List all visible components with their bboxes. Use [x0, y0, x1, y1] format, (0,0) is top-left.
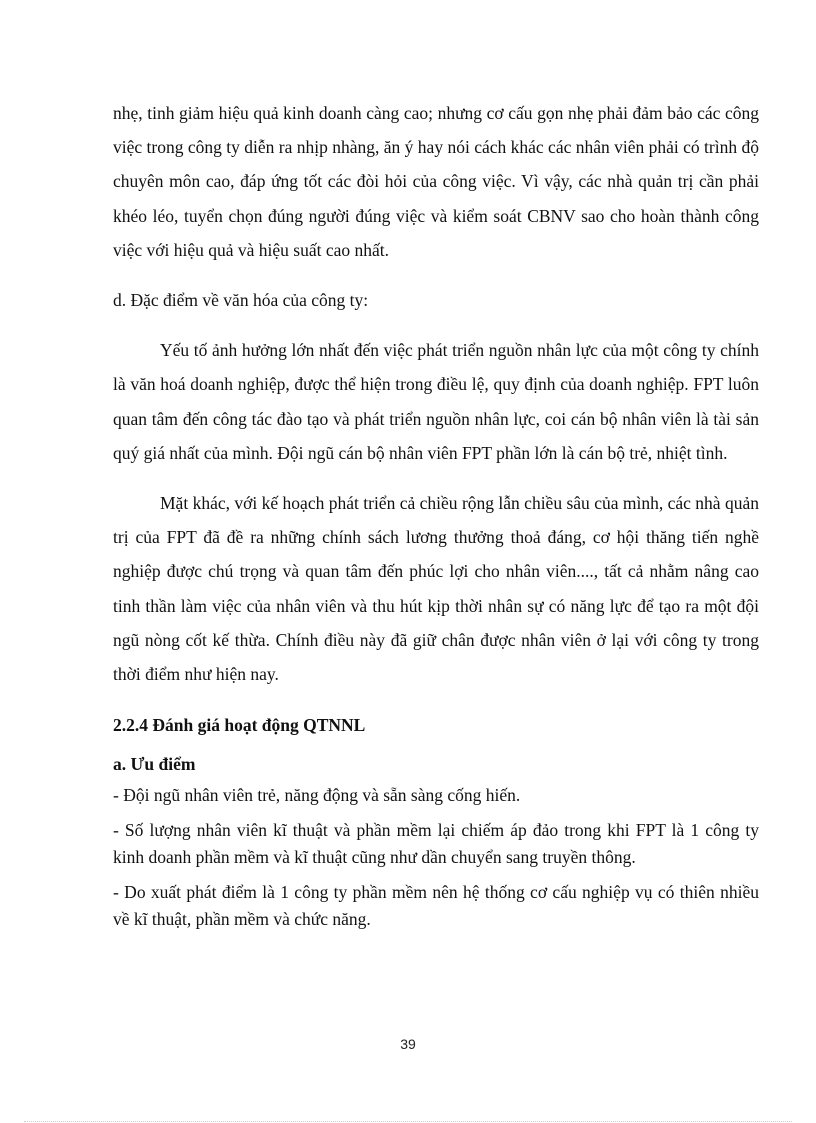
bullet-item: - Số lượng nhân viên kĩ thuật và phần mềm lại chiếm áp đảo trong khi FPT là 1 công ty kinh doanh phần mềm và kĩ thuật cũng như dần chuyển sang truyền thông.	[113, 820, 759, 868]
paragraph-culture: Yếu tố ảnh hưởng lớn nhất đến việc phát triển nguồn nhân lực của một công ty chính là văn hoá doanh nghiệp, được thể hiện trong điều lệ, quy định của doanh nghiệp. FPT luôn quan tâm đến công tác đào tạo và phát triển nguồn nhân lực, coi cán bộ nhân viên là tài sản quý giá nhất của mình. Đội ngũ cán bộ nhân viên FPT phần lớn là cán bộ trẻ, nhiệt tình.	[113, 340, 759, 463]
bullet-item: - Do xuất phát điểm là 1 công ty phần mềm nên hệ thống cơ cấu nghiệp vụ có thiên nhiều về kĩ thuật, phần mềm và chức năng.	[113, 882, 759, 930]
section-subheading-advantages: a. Ưu điểm	[113, 754, 196, 775]
page-content	[113, 96, 759, 933]
section-heading: 2.2.4 Đánh giá hoạt động QTNNL	[113, 715, 366, 736]
subheading-culture: d. Đặc điểm về văn hóa của công ty:	[113, 290, 369, 311]
bullet-item: - Đội ngũ nhân viên trẻ, năng động và sẵn sàng cống hiến.	[113, 785, 521, 806]
page-bottom-divider	[24, 1121, 792, 1122]
paragraph-policies: Mặt khác, với kế hoạch phát triển cả chiều rộng lẫn chiều sâu của mình, các nhà quản trị của FPT đã đề ra những chính sách lương thưởng thoả đáng, cơ hội thăng tiến nghề nghiệp được chú trọng và quan tâm đến phúc lợi cho nhân viên...., tất cả nhằm nâng cao tinh thần làm việc của nhân viên và thu hút kịp thời nhân sự có năng lực để tạo ra một đội ngũ nòng cốt kế thừa. Chính điều này đã giữ chân được nhân viên ở lại với công ty trong thời điểm như hiện nay.	[113, 493, 759, 685]
page-number: 39	[400, 1036, 416, 1052]
paragraph-structure-continuation: nhẹ, tinh giảm hiệu quả kinh doanh càng cao; nhưng cơ cấu gọn nhẹ phải đảm bảo các công việc trong công ty diễn ra nhịp nhàng, ăn ý hay nói cách khác các nhân viên phải có trình độ chuyên môn cao, đáp ứng tốt các đòi hỏi của công việc. Vì vậy, các nhà quản trị cần phải khéo léo, tuyển chọn đúng người đúng việc và kiểm soát CBNV sao cho hoàn thành công việc với hiệu quả và hiệu suất cao nhất.	[113, 103, 759, 260]
